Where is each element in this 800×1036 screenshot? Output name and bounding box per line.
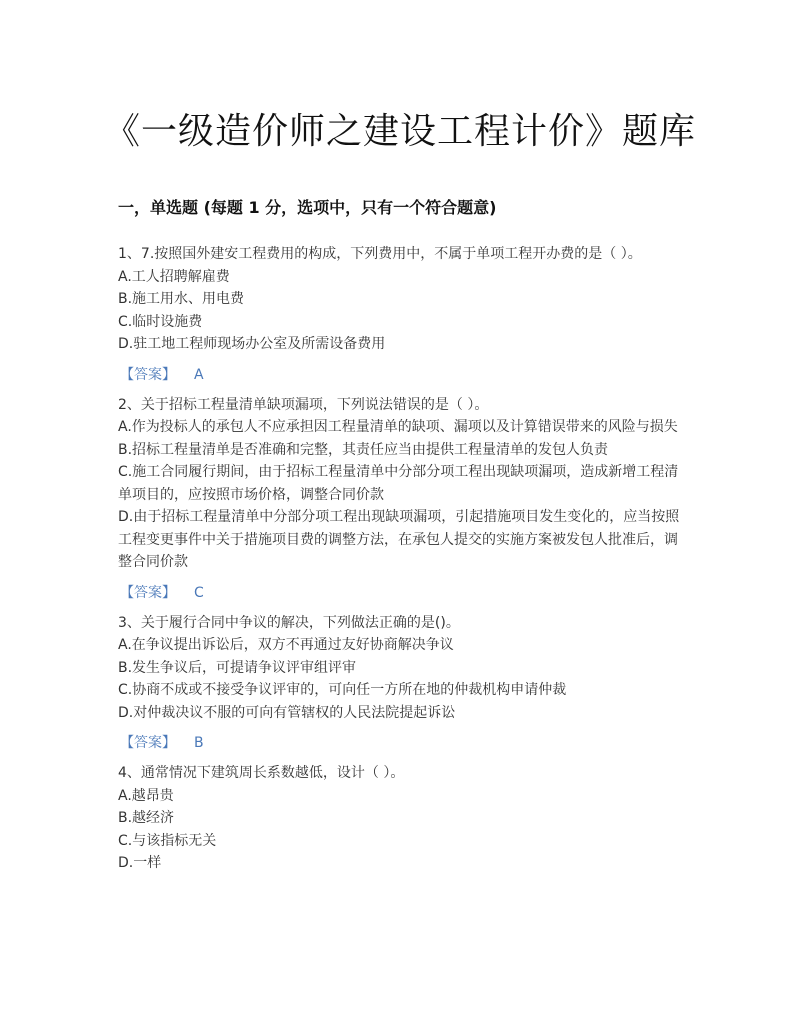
option-a: A.工人招聘解雇费 bbox=[118, 268, 230, 285]
answer-line bbox=[118, 582, 688, 604]
question-stem: 1、7.按照国外建安工程费用的构成，下列费用中，不属于单项工程开办费的是（ ）。 bbox=[118, 246, 642, 262]
question-3 bbox=[118, 612, 688, 755]
option-c: C.临时设施费 bbox=[118, 313, 203, 330]
option-d: D.一样 bbox=[118, 855, 162, 871]
option-c: C.协商不成或不接受争议评审的，可向任一方所在地的仲裁机构申请仲裁 bbox=[118, 682, 567, 698]
answer-value: A bbox=[194, 366, 204, 383]
document-title: 《一级造价师之建设工程计价》题库 bbox=[103, 111, 696, 152]
answer-tag: 【答案】 bbox=[120, 366, 176, 383]
option-d: D.驻工地工程师现场办公室及所需设备费用 bbox=[118, 336, 386, 352]
option-b: B.招标工程量清单是否准确和完整，其责任应当由提供工程量清单的发包人负责 bbox=[118, 441, 609, 458]
option-d: D.对仲裁决议不服的可向有管辖权的人民法院提起诉讼 bbox=[118, 704, 456, 721]
answer-value: C bbox=[194, 584, 204, 601]
option-c: C.施工合同履行期间，由于招标工程量清单中分部分项工程出现缺项漏项，造成新增工程清单项目的，应按照市场价格，调整合同价款 bbox=[118, 464, 679, 503]
question-list bbox=[118, 243, 688, 875]
question-1 bbox=[118, 243, 688, 386]
section-heading: 一，单选题 (每题 1 分，选项中，只有一个符合题意) bbox=[118, 198, 497, 217]
option-a: A.作为投标人的承包人不应承担因工程量清单的缺项、漏项以及计算错误带来的风险与损失 bbox=[118, 419, 678, 435]
question-2 bbox=[118, 394, 688, 604]
option-b: B.施工用水、用电费 bbox=[118, 291, 245, 307]
option-c: C.与该指标无关 bbox=[118, 832, 217, 849]
answer-line bbox=[118, 732, 688, 754]
question-4 bbox=[118, 762, 688, 875]
option-b: B.越经济 bbox=[118, 810, 175, 826]
option-b: B.发生争议后，可提请争议评审组评审 bbox=[118, 659, 357, 676]
answer-tag: 【答案】 bbox=[120, 584, 176, 601]
option-d: D.由于招标工程量清单中分部分项工程出现缺项漏项，引起措施项目发生变化的，应当按照工程变更事件中关于措施项目费的调整方法，在承包人提交的实施方案被发包人批准后，调整合同价款 bbox=[118, 509, 680, 570]
option-a: A.在争议提出诉讼后，双方不再通过友好协商解决争议 bbox=[118, 637, 454, 653]
answer-tag: 【答案】 bbox=[120, 735, 176, 751]
question-stem: 4、通常情况下建筑周长系数越低，设计（ ）。 bbox=[118, 765, 405, 781]
question-stem: 2、关于招标工程量清单缺项漏项，下列说法错误的是（ ）。 bbox=[118, 396, 489, 413]
option-a: A.越昂贵 bbox=[118, 787, 174, 804]
answer-value: B bbox=[194, 735, 204, 751]
question-stem: 3、关于履行合同中争议的解决，下列做法正确的是()。 bbox=[118, 614, 460, 631]
answer-line bbox=[118, 364, 688, 386]
